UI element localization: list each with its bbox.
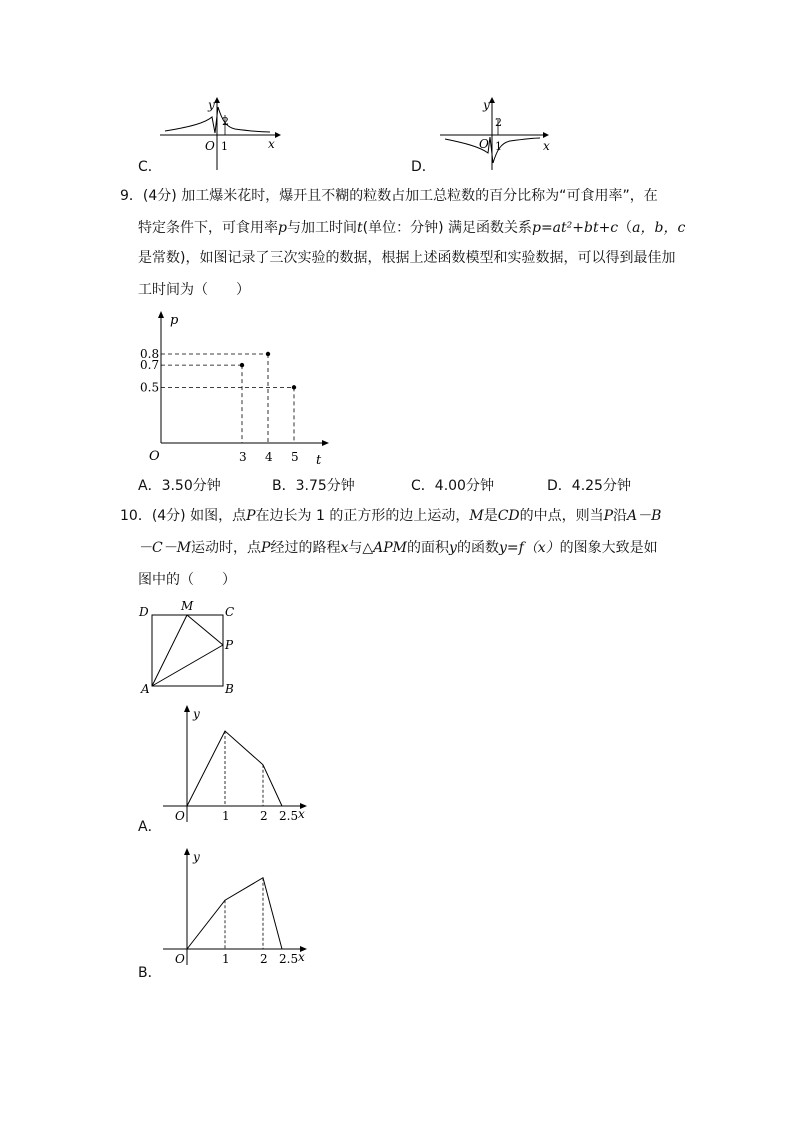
q8d-origin: O <box>479 137 489 151</box>
q10-line-1: 10．(4分) 如图，点P在边长为 1 的正方形的边上运动，M是CD的中点，则当P沿A－B <box>120 508 662 524</box>
q10a-x-tick-1: 2 <box>260 809 268 823</box>
q10b-x-tick-2: 2.5 <box>279 952 299 966</box>
q9-line-3: 是常数)，如图记录了三次实验的数据，根据上述函数模型和实验数据，可以得到最佳加 <box>138 250 676 266</box>
q9-option-c[interactable]: C．4.00分钟 <box>411 478 494 494</box>
q9-formula: p=at²+bt+c <box>531 220 619 236</box>
q9-y-tick-0: 0.8 <box>140 347 160 361</box>
q10-option-a-label[interactable]: A． <box>138 819 162 835</box>
q9-y-arrow <box>158 311 164 318</box>
q9-x-tick-0: 3 <box>239 450 247 464</box>
q8-graph-c <box>160 95 285 175</box>
q10a-x-label: x <box>298 807 305 821</box>
q8d-tick-1: 1 <box>495 140 502 153</box>
q9-origin: O <box>149 449 160 464</box>
q9-y-tick-1: 0.7 <box>140 358 160 373</box>
q10b-y-arrow <box>184 848 190 855</box>
sq-label-p: P <box>225 638 234 652</box>
q9-point-2 <box>292 385 296 389</box>
q9-x-tick-2: 5 <box>291 450 299 464</box>
q10-option-b-label[interactable]: B． <box>138 965 162 981</box>
q9-y-label: p <box>170 313 179 328</box>
q8-option-c-label: C． <box>138 159 162 175</box>
q10b-y-label: y <box>193 850 200 864</box>
q10-option-a-graph <box>160 700 320 825</box>
q10a-series-line <box>187 731 282 806</box>
q9-line-4: 工时间为（ ） <box>138 282 250 298</box>
sq-label-c: C <box>225 605 235 619</box>
sq-label-a: A <box>141 682 150 696</box>
q8c-x-label: x <box>268 137 275 151</box>
q8d-tick-2: 2 <box>495 116 502 129</box>
q9-line-2: 特定条件下，可食用率p与加工时间t(单位：分钟) 满足函数关系p=at²+bt+c（a，b，c <box>138 220 686 236</box>
q10-square-figure <box>133 598 243 698</box>
q10a-x-tick-0: 1 <box>222 809 230 823</box>
q8c-tick-1: 1 <box>221 140 228 153</box>
q9-point-0 <box>240 363 244 367</box>
q8c-tick-2: 2 <box>222 115 229 128</box>
q10-option-b-graph <box>160 843 320 968</box>
q10b-x-tick-0: 1 <box>222 952 230 966</box>
q8-option-d-label: D． <box>411 159 436 175</box>
q10a-y-arrow <box>184 705 190 712</box>
q9-option-d[interactable]: D．4.25分钟 <box>547 478 631 494</box>
q10a-y-label: y <box>193 707 200 721</box>
sq-label-b: B <box>225 682 234 696</box>
q9-x-arrow <box>322 440 329 446</box>
sq-label-m: M <box>181 599 194 613</box>
q10b-x-label: x <box>298 950 305 964</box>
q10b-series-line <box>187 878 282 949</box>
q10-line-2: －C－M运动时，点P经过的路程x与△APM的面积y的函数y=f（x）的图象大致是如 <box>138 540 658 556</box>
q10a-origin: O <box>175 809 185 823</box>
sq-label-d: D <box>139 605 149 619</box>
q9-y-tick-2: 0.5 <box>140 380 160 395</box>
q10b-x-tick-1: 2 <box>260 952 268 966</box>
q10-line-3: 图中的（ ） <box>138 572 236 588</box>
q9-x-tick-1: 4 <box>265 450 273 464</box>
q8c-y-label: y <box>208 98 215 112</box>
q8-graph-d <box>435 95 560 175</box>
q9-option-b[interactable]: B．3.75分钟 <box>272 478 355 494</box>
q9-point-1 <box>266 352 270 356</box>
q9-option-a[interactable]: A．3.50分钟 <box>138 478 221 494</box>
q8d-x-label: x <box>543 139 550 153</box>
q8d-y-label: y <box>483 98 490 112</box>
q10a-x-tick-2: 2.5 <box>279 809 299 823</box>
q9-scatter-chart <box>140 308 340 468</box>
q9-line-1: 9．(4分) 加工爆米花时，爆开且不糊的粒数占加工总粒数的百分比称为“可食用率”，在 <box>120 188 658 204</box>
q8c-origin: O <box>205 139 215 153</box>
q10b-origin: O <box>175 952 185 966</box>
q9-x-label: t <box>316 453 322 468</box>
